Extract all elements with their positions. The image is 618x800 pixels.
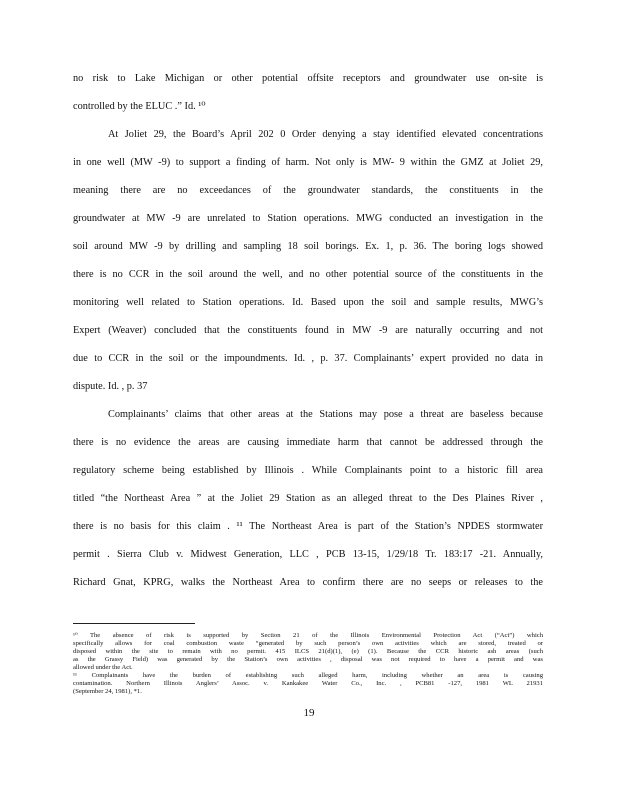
body-text-line: groundwater at MW -9 are unrelated to Station operations. MWG conducted an investigation in the xyxy=(73,213,543,224)
footnote-line: specifically allows for coal combustion waste “generated by such person’s own activities which are stored, treated or xyxy=(73,640,543,647)
footnote-line: ¹¹ Complainants have the burden of establishing such alleged harm, including whether an area is causing xyxy=(73,672,543,679)
body-text-line: soil around MW -9 by drilling and sampling 18 soil borings. Ex. 1, p. 36. The boring logs showed xyxy=(73,241,543,252)
body-text-line: dispute. Id. , p. 37 xyxy=(73,381,148,392)
body-text-line: there is no evidence the areas are causing immediate harm that cannot be addressed through the xyxy=(73,437,543,448)
footnote-line: ¹⁰ The absence of risk is supported by Section 21 of the Illinois Environmental Protection Act (“Act”) which xyxy=(73,632,543,639)
footnote-line: (September 24, 1981), *1. xyxy=(73,688,142,695)
body-text-line: there is no CCR in the soil around the well, and no other potential source of the constituents in the xyxy=(73,269,543,280)
body-text-line: At Joliet 29, the Board’s April 202 0 Order denying a stay identified elevated concentrations xyxy=(108,129,543,140)
body-text-line: regulatory scheme being established by Illinois . While Complainants point to a historic fill area xyxy=(73,465,543,476)
body-text-line: there is no basis for this claim . ¹¹ The Northeast Area is part of the Station’s NPDES stormwater xyxy=(73,521,543,532)
body-text-line: Richard Gnat, KPRG, walks the Northeast Area to confirm there are no seeps or releases to the xyxy=(73,577,543,588)
footnote-line: as the Grassy Field) was generated by the Station’s own activities , disposal was not required to have a permit and was xyxy=(73,656,543,663)
body-text-line: permit . Sierra Club v. Midwest Generation, LLC , PCB 13-15, 1/29/18 Tr. 183:17 -21. Annually, xyxy=(73,549,543,560)
body-text-line: no risk to Lake Michigan or other potential offsite receptors and groundwater use on-site is xyxy=(73,73,543,84)
page-number: 19 xyxy=(303,707,315,719)
body-text-line: due to CCR in the soil or the impoundments. Id. , p. 37. Complainants’ expert provided no data in xyxy=(73,353,543,364)
footnote-line: contamination. Northern Illinois Anglers’ Assoc. v. Kankakee Water Co., Inc. , PCB81 -127, 1981 WL 21931 xyxy=(73,680,543,687)
body-text-line: Expert (Weaver) concluded that the constituents found in MW -9 are naturally occurring and not xyxy=(73,325,543,336)
body-text-line: monitoring well related to Station operations. Id. Based upon the soil and sample results, MWG’s xyxy=(73,297,543,308)
body-text-line: Complainants’ claims that other areas at the Stations may pose a threat are baseless because xyxy=(108,409,543,420)
footnote-line: allowed under the Act. xyxy=(73,664,133,671)
body-text-line: titled “the Northeast Area ” at the Joliet 29 Station as an alleged threat to the Des Plaines River , xyxy=(73,493,543,504)
body-text-line: meaning there are no exceedances of the groundwater standards, the constituents in the xyxy=(73,185,543,196)
body-text-line: in one well (MW -9) to support a finding of harm. Not only is MW- 9 within the GMZ at Joliet 29, xyxy=(73,157,543,168)
footnote-separator xyxy=(73,623,195,624)
body-text-line: controlled by the ELUC .” Id. ¹⁰ xyxy=(73,101,206,112)
footnote-line: disposed within the site to remain with no permit. 415 ILCS 21(d)(1), (e) (1). Because the CCR historic ash areas (such xyxy=(73,648,543,655)
